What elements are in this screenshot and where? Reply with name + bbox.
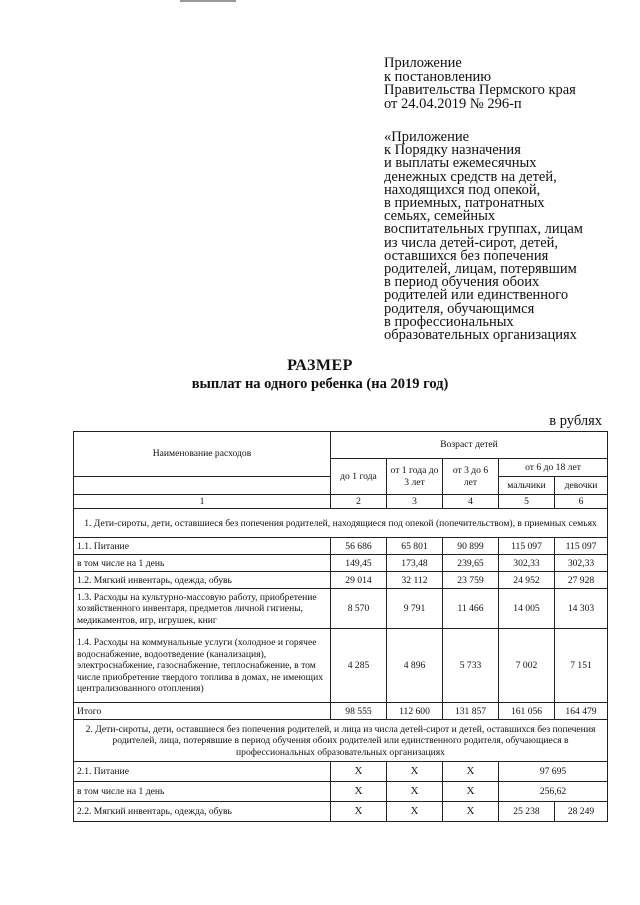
appendix2-line: родителей, лицам, потерявшим [384, 261, 577, 278]
numbering-cell: 1 [74, 495, 331, 509]
table-row [74, 572, 608, 589]
document-title: РАЗМЕР [287, 357, 353, 374]
table-row [74, 538, 608, 555]
appendix2-line: в профессиональных [384, 313, 514, 330]
numbering-cell: 2 [331, 495, 387, 509]
appendix2-line: оставшихся без попечения [384, 247, 549, 264]
row-label: 2.2. Мягкий инвентарь, одежда, обувь [74, 802, 331, 822]
appendix2-line: и выплаты ежемесячных [384, 155, 537, 172]
value-cell: 25 238 [499, 802, 555, 822]
not-applicable-mark: Х [443, 802, 499, 822]
row-label: 1.1. Питание [74, 538, 331, 555]
value-cell: 27 928 [555, 572, 608, 589]
appendix2-line: находящихся под опекой, [384, 181, 541, 198]
value-cell: 14 005 [499, 589, 555, 629]
appendix-line: Правительства Пермского края [384, 82, 576, 99]
value-cell: 131 857 [443, 703, 499, 720]
header-expense-name: Наименование расходов [74, 432, 331, 477]
value-cell: 14 303 [555, 589, 608, 629]
value-cell: 7 002 [499, 629, 555, 703]
merged-value-cell: 256,62 [499, 782, 608, 802]
value-cell: 239,65 [443, 555, 499, 572]
header-empty [74, 477, 331, 495]
row-label: в том числе на 1 день [74, 555, 331, 572]
value-cell: 5 733 [443, 629, 499, 703]
table-row [74, 589, 608, 629]
scan-edge-line [180, 0, 236, 2]
row-label: 1.3. Расходы на культурно-массовую работу, приобретение хозяйственного инвентаря, предметов личной гигиены, медикаментов, игр, игрушек, книг [74, 589, 331, 629]
value-cell: 112 600 [387, 703, 443, 720]
not-applicable-mark: Х [331, 762, 387, 782]
row-label: Итого [74, 703, 331, 720]
appendix-line: от 24.04.2019 № 296-п [384, 95, 522, 112]
not-applicable-mark: Х [443, 782, 499, 802]
appendix2-line: родителя, обучающимся [384, 300, 535, 317]
row-label: в том числе на 1 день [74, 782, 331, 802]
value-cell: 65 801 [387, 538, 443, 555]
value-cell: 32 112 [387, 572, 443, 589]
appendix2-line: к Порядку назначения [384, 142, 521, 159]
row-label: 1.4. Расходы на коммунальные услуги (холодное и горячее водоснабжение, водоотведение (канализация), электроснабжение, газоснабжение, теплоснабжение, в том числе приобретение твердого топлива в домах, не имеющих централизованного отопления) [74, 629, 331, 703]
table-row [74, 555, 608, 572]
value-cell: 115 097 [499, 538, 555, 555]
row-label: 2.1. Питание [74, 762, 331, 782]
not-applicable-mark: Х [387, 762, 443, 782]
value-cell: 173,48 [387, 555, 443, 572]
value-cell: 4 285 [331, 629, 387, 703]
header-under-1: до 1 года [331, 459, 387, 495]
value-cell: 90 899 [443, 538, 499, 555]
value-cell: 8 570 [331, 589, 387, 629]
appendix2-line: в приемных, патронатных [384, 195, 545, 212]
value-cell: 56 686 [331, 538, 387, 555]
header-6-to-18: от 6 до 18 лет [499, 459, 608, 477]
appendix-order-header [384, 131, 634, 342]
header-1-to-3: от 1 года до 3 лет [387, 459, 443, 495]
header-3-to-6: от 3 до 6 лет [443, 459, 499, 495]
row-label: 1.2. Мягкий инвентарь, одежда, обувь [74, 572, 331, 589]
value-cell: 4 896 [387, 629, 443, 703]
value-cell: 24 952 [499, 572, 555, 589]
header-age-group: Возраст детей [331, 432, 608, 459]
appendix2-line: денежных средств на детей, [384, 168, 557, 185]
value-cell: 29 014 [331, 572, 387, 589]
value-cell: 302,33 [499, 555, 555, 572]
merged-value-cell: 97 695 [499, 762, 608, 782]
value-cell: 98 555 [331, 703, 387, 720]
not-applicable-mark: Х [443, 762, 499, 782]
not-applicable-mark: Х [387, 802, 443, 822]
value-cell: 28 249 [555, 802, 608, 822]
appendix2-line: семьях, семейных [384, 208, 496, 225]
value-cell: 11 466 [443, 589, 499, 629]
not-applicable-mark: Х [331, 802, 387, 822]
header-girls: девочки [555, 477, 608, 495]
not-applicable-mark: Х [387, 782, 443, 802]
table-row-total [74, 703, 608, 720]
header-boys: мальчики [499, 477, 555, 495]
payments-table [73, 431, 608, 822]
numbering-cell: 4 [443, 495, 499, 509]
value-cell: 302,33 [555, 555, 608, 572]
appendix2-line: «Приложение [384, 129, 470, 145]
appendix-header [384, 57, 634, 111]
appendix2-line: образовательных организациях [384, 327, 577, 344]
table-row [74, 629, 608, 703]
table-row [74, 782, 608, 802]
value-cell: 149,45 [331, 555, 387, 572]
appendix2-line: родителей или единственного [384, 287, 569, 304]
numbering-cell: 5 [499, 495, 555, 509]
value-cell: 161 056 [499, 703, 555, 720]
value-cell: 23 759 [443, 572, 499, 589]
value-cell: 164 479 [555, 703, 608, 720]
section-2-heading: 2. Дети-сироты, дети, оставшиеся без попечения родителей, и лица из числа детей-сирот и детей, оставшихся без попечения родителей, лица, потерявшие в период обучения обоих родителей или единственного родителя, обучающиеся в профессиональных образовательных организациях [74, 720, 608, 762]
appendix2-line: из числа детей-сирот, детей, [384, 234, 559, 251]
numbering-cell: 6 [555, 495, 608, 509]
currency-unit: в рублях [549, 413, 602, 429]
value-cell: 7 151 [555, 629, 608, 703]
numbering-cell: 3 [387, 495, 443, 509]
numbering-row [74, 495, 608, 509]
document-subtitle: выплат на одного ребенка (на 2019 год) [191, 376, 449, 392]
appendix2-line: в период обучения обоих [384, 274, 540, 291]
appendix-line: Приложение [384, 55, 462, 71]
appendix2-line: воспитательных группах, лицам [384, 221, 583, 238]
section-1-heading: 1. Дети-сироты, дети, оставшиеся без попечения родителей, находящиеся под опекой (попечительством), в приемных семьях [74, 509, 608, 538]
appendix-line: к постановлению [384, 68, 492, 85]
table-row [74, 762, 608, 782]
table-row [74, 802, 608, 822]
value-cell: 115 097 [555, 538, 608, 555]
not-applicable-mark: Х [331, 782, 387, 802]
value-cell: 9 791 [387, 589, 443, 629]
